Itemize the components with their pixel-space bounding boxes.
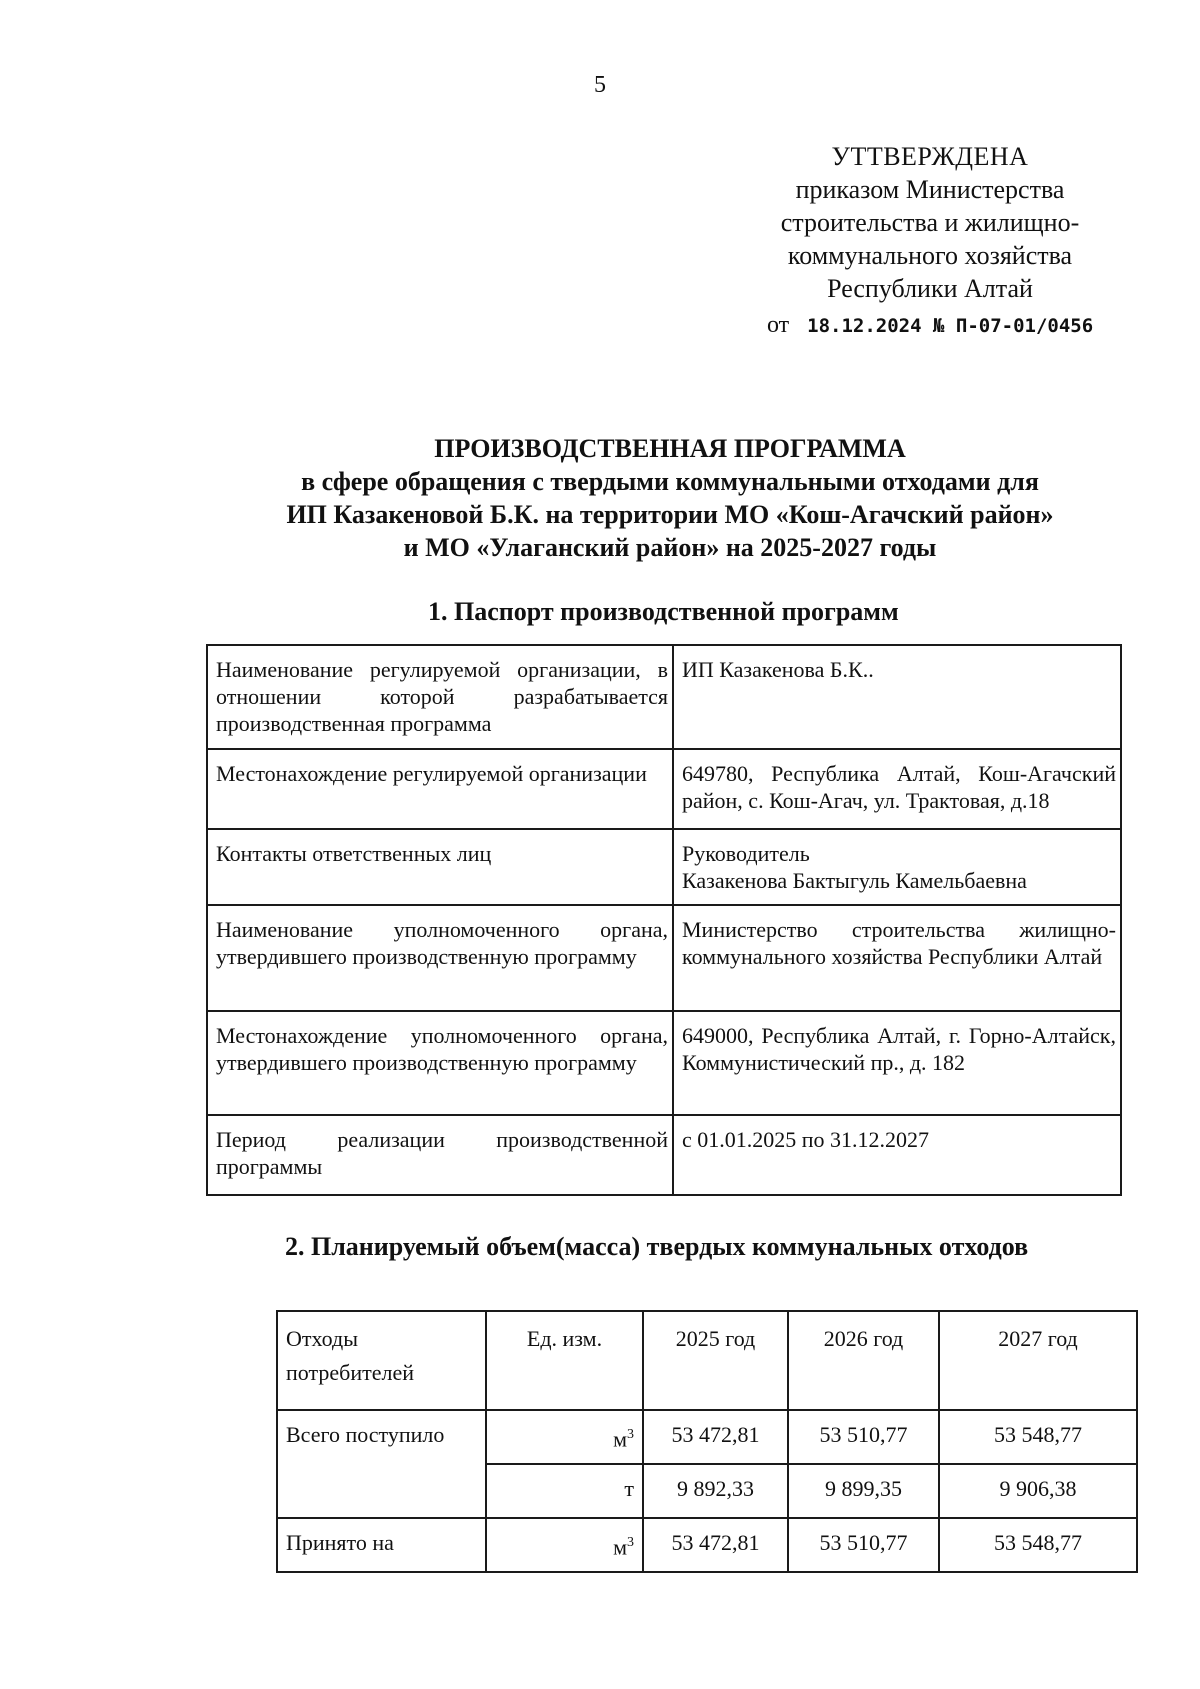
value-cell: 9 899,35 [788,1464,939,1518]
from-label: от [767,312,790,338]
page-number: 5 [594,72,606,98]
table-row [207,645,1121,749]
value-cell: 53 510,77 [788,1410,939,1464]
value-cell: 53 548,77 [939,1518,1137,1572]
passport-label: Наименование уполномоченного органа, утвердившего производственную программу [207,905,673,1011]
table-row [207,749,1121,829]
passport-value: ИП Казакенова Б.К.. [673,645,1121,749]
section2-heading: 2. Планируемый объем(масса) твердых коммунальных отходов [285,1232,1029,1261]
passport-label: Местонахождение уполномоченного органа, утвердившего производственную программу [207,1011,673,1115]
unit-cell [486,1410,643,1464]
order-reference [767,312,1093,339]
table-row [277,1410,1137,1464]
section1-heading: 1. Паспорт производственной программ [428,597,899,626]
unit-cell [486,1518,643,1572]
table-row [207,1011,1121,1115]
row-label: Всего поступило [277,1410,486,1518]
column-header: 2027 год [939,1311,1137,1410]
row-label: Принято на [277,1518,486,1572]
passport-value: с 01.01.2025 по 31.12.2027 [673,1115,1121,1195]
value-cell: 53 472,81 [643,1518,788,1572]
title-line: и МО «Улаганский район» на 2025-2027 годы [403,533,937,562]
passport-value: Министерство строительства жилищно-коммунального хозяйства Республики Алтай [673,905,1121,1011]
title-line: в сфере обращения с твердыми коммунальными отходами для [301,467,1039,496]
column-header: 2025 год [643,1311,788,1410]
approval-line: строительства и жилищно- [780,208,1080,237]
passport-value: 649780, Республика Алтай, Кош-Агачский район, с. Кош-Агач, ул. Трактовая, д.18 [673,749,1121,829]
value-cell: 53 510,77 [788,1518,939,1572]
unit-m: м [613,1534,627,1560]
unit-exp: 3 [627,1535,634,1550]
value-cell: 9 892,33 [643,1464,788,1518]
column-header: Ед. изм. [486,1311,643,1410]
passport-label: Наименование регулируемой организации, в отношении которой разрабатывается производственная программа [207,645,673,749]
passport-label: Контакты ответственных лиц [207,829,673,905]
waste-volume-table [276,1310,1138,1573]
contact-name: Казакенова Бактыгуль Камельбаевна [682,868,1027,893]
approval-line: коммунального хозяйства [787,241,1073,270]
table-row [207,829,1121,905]
document-title [150,432,1190,564]
approval-line: приказом Министерства [795,175,1065,204]
title-line: ИП Казакеновой Б.К. на территории МО «Кош-Агачский район» [286,500,1054,529]
unit-m: м [613,1426,627,1452]
value-cell: 9 906,38 [939,1464,1137,1518]
value-cell: 53 548,77 [939,1410,1137,1464]
contact-role: Руководитель [682,841,810,866]
passport-table [206,644,1122,1196]
table-row [207,905,1121,1011]
approval-line: Республики Алтай [827,274,1033,303]
approval-title: УТТВЕРЖДЕНА [831,142,1029,171]
approval-stamp [730,140,1130,305]
table-header-row [277,1311,1137,1410]
table-row [277,1518,1137,1572]
order-number: 18.12.2024 № П-07-01/0456 [807,315,1094,337]
title-line: ПРОИЗВОДСТВЕННАЯ ПРОГРАММА [434,434,906,463]
column-header: Отходы потребителей [277,1311,486,1410]
passport-label: Местонахождение регулируемой организации [207,749,673,829]
column-header: 2026 год [788,1311,939,1410]
passport-label: Период реализации производственной программы [207,1115,673,1195]
table-row [207,1115,1121,1195]
passport-value [673,829,1121,905]
unit-cell: т [486,1464,643,1518]
passport-value: 649000, Республика Алтай, г. Горно-Алтайск, Коммунистический пр., д. 182 [673,1011,1121,1115]
value-cell: 53 472,81 [643,1410,788,1464]
unit-exp: 3 [627,1427,634,1442]
